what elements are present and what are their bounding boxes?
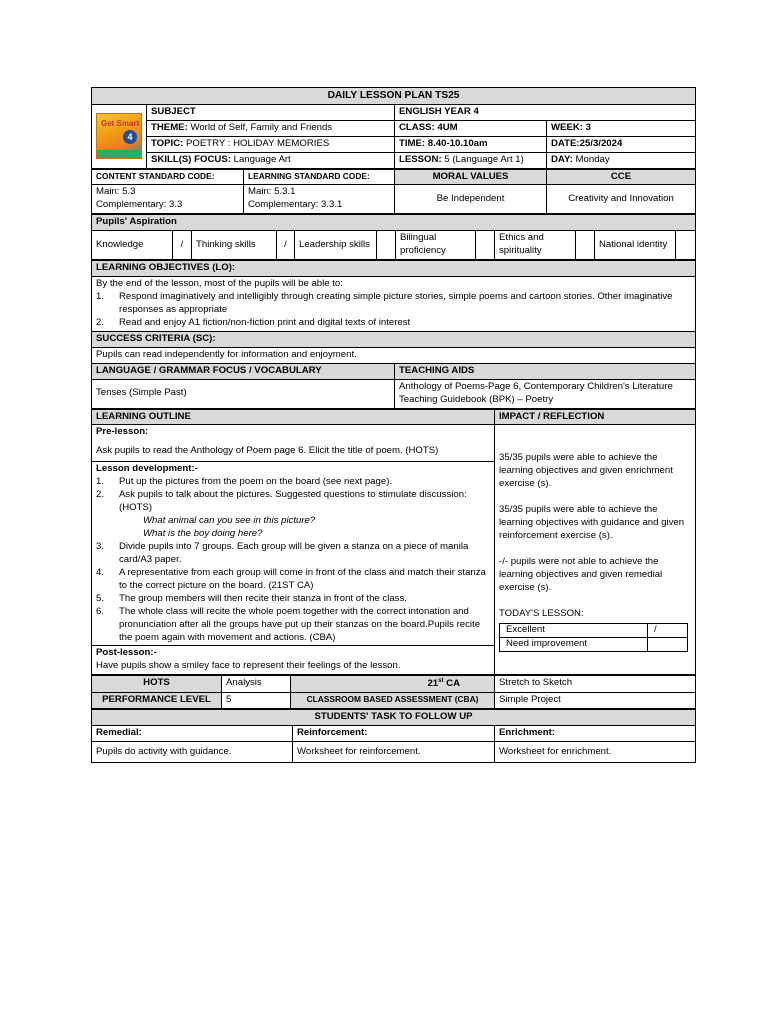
- list-item: 2. Ask pupils to talk about the pictures. Suggested questions to stimulate discussion: (HOTS): [96, 489, 467, 514]
- list-item: 3. Divide pupils into 7 groups. Each group will be given a stanza on a piece of manila card/A3 paper.: [96, 540, 469, 565]
- learning-standard-label: LEARNING STANDARD CODE:: [244, 169, 395, 185]
- objectives-list: [96, 291, 691, 330]
- todays-lesson-label: TODAY'S LESSON:: [499, 607, 584, 619]
- lesson-cell: LESSON: 5 (Language Art 1): [395, 152, 547, 168]
- hots-value: Analysis: [222, 676, 291, 693]
- post-lesson-cell: [92, 646, 495, 675]
- standards-table: [91, 169, 696, 215]
- teaching-aids-value: Anthology of Poems-Page 6, Contemporary Children's Literature Teaching Guidebook (BPK) – Poetry: [395, 379, 696, 408]
- page-title: DAILY LESSON PLAN TS25: [92, 88, 696, 105]
- list-item: 2. Read and enjoy A1 fiction/non-fiction print and digital texts of interest: [96, 316, 411, 328]
- day-cell: DAY: Monday: [547, 152, 696, 168]
- grammar-focus-label: LANGUAGE / GRAMMAR FOCUS / VOCABULARY: [92, 363, 395, 379]
- suggested-question: What animal can you see in this picture?: [143, 515, 316, 527]
- subject-value: ENGLISH YEAR 4: [395, 104, 696, 120]
- cba-label: CLASSROOM BASED ASSESSMENT (CBA): [291, 693, 495, 709]
- aspiration-item-label: Knowledge: [92, 231, 173, 260]
- aspiration-item-label: Ethics and spirituality: [495, 231, 576, 260]
- lesson-development-cell: [92, 462, 495, 646]
- learning-outline-label: LEARNING OUTLINE: [92, 409, 495, 425]
- assessment-table: [91, 675, 696, 709]
- impact-reinforcement: 35/35 pupils were able to achieve the learning objectives with guidance and given reinforcement exercise (s).: [499, 504, 685, 542]
- pre-lesson-text: Ask pupils to read the Anthology of Poem page 6. Elicit the title of poem. (HOTS): [96, 445, 439, 457]
- reinforcement-value: Worksheet for reinforcement.: [293, 742, 495, 763]
- impact-remedial: -/- pupils were not able to achieve the learning objectives and given remedial exercise (s).: [499, 556, 663, 593]
- aspiration-item-label: National identity: [595, 231, 676, 260]
- theme-cell: THEME: World of Self, Family and Friends: [147, 120, 395, 136]
- moral-values-value: Be Independent: [395, 185, 547, 214]
- aspiration-item-mark: [377, 231, 396, 260]
- performance-level-label: PERFORMANCE LEVEL: [92, 693, 222, 709]
- lesson-development-label: Lesson development:-: [96, 463, 198, 475]
- pre-lesson-cell: [92, 425, 495, 462]
- teaching-aids-label: TEACHING AIDS: [395, 363, 696, 379]
- cover-number: 4: [123, 130, 137, 144]
- remedial-value: Pupils do activity with guidance.: [92, 742, 293, 763]
- class-cell: CLASS: 4UM: [395, 120, 547, 136]
- reinforcement-label: Reinforcement:: [293, 726, 495, 742]
- list-item: 1. Respond imaginatively and intelligibly through creating simple picture stories, simple poems and cartoon stories. Other imaginative responses as appropriate: [96, 291, 673, 315]
- ca-label: 21st CA: [291, 676, 495, 693]
- impact-label: IMPACT / REFLECTION: [495, 409, 696, 425]
- week-cell: WEEK: 3: [547, 120, 696, 136]
- enrichment-value: Worksheet for enrichment.: [495, 742, 696, 763]
- list-item: 4. A representative from each group will come in front of the class and match their stanza to the correct picture on the board. (21ST CA): [96, 566, 486, 591]
- enrichment-label: Enrichment:: [495, 726, 696, 742]
- performance-rating-table: [499, 623, 688, 652]
- aspiration-table: [91, 214, 696, 260]
- time-cell: TIME: 8.40-10.10am: [395, 136, 547, 152]
- header-table: [91, 87, 696, 169]
- aspiration-item-label: Thinking skills: [192, 231, 277, 260]
- moral-values-label: MORAL VALUES: [395, 169, 547, 185]
- excellent-label: Excellent: [500, 623, 648, 637]
- content-standard-value: Main: 5.3 Complementary: 3.3: [92, 185, 244, 214]
- list-item: 6. The whole class will recite the whole poem together with the correct intonation and pronunciation after all the groups have put up their stanzas on the board.Pupils recite the poem again with movement and actions. (CBA): [96, 605, 481, 643]
- aspiration-item-label: Leadership skills: [295, 231, 377, 260]
- aspiration-item-mark: /: [173, 231, 192, 260]
- learning-standard-value: Main: 5.3.1 Complementary: 3.3.1: [244, 185, 395, 214]
- lesson-development-list: [96, 476, 490, 515]
- textbook-cover-cell: [92, 104, 147, 168]
- content-standard-label: CONTENT STANDARD CODE:: [92, 169, 244, 185]
- need-improvement-mark: [648, 637, 688, 651]
- topic-cell: TOPIC: POETRY : HOLIDAY MEMORIES: [147, 136, 395, 152]
- cba-value: Simple Project: [495, 693, 696, 709]
- followup-table: [91, 709, 696, 763]
- subject-label: SUBJECT: [147, 104, 395, 120]
- list-item: 1. Put up the pictures from the poem on the board (see next page).: [96, 476, 393, 488]
- excellent-mark: /: [648, 623, 688, 637]
- aspiration-item-mark: [576, 231, 595, 260]
- success-criteria-text: Pupils can read independently for information and enjoyment.: [92, 347, 696, 363]
- impact-enrichment: 35/35 pupils were able to achieve the learning objectives and given enrichment exercise (s).: [499, 452, 673, 490]
- impact-cell: [495, 425, 696, 675]
- success-criteria-label: SUCCESS CRITERIA (SC):: [92, 331, 696, 347]
- outline-table: [91, 409, 696, 676]
- pre-lesson-label: Pre-lesson:: [96, 426, 149, 438]
- aspiration-label: Pupils' Aspiration: [92, 215, 696, 231]
- textbook-cover-icon: [96, 113, 142, 159]
- list-item: 5. The group members will then recite their stanza in front of the class.: [96, 592, 407, 604]
- aspiration-item-mark: [476, 231, 495, 260]
- objectives-label: LEARNING OBJECTIVES (LO):: [92, 261, 696, 277]
- post-lesson-text: Have pupils show a smiley face to represent their feelings of the lesson.: [96, 660, 401, 672]
- cce-value: Creativity and Innovation: [547, 185, 696, 214]
- cover-text: Get Smart: [101, 119, 140, 129]
- objectives-table: [91, 260, 696, 408]
- aspiration-item-mark: [676, 231, 696, 260]
- objectives-body: [92, 277, 696, 332]
- date-cell: DATE:25/3/2024: [547, 136, 696, 152]
- cce-label: CCE: [547, 169, 696, 185]
- need-improvement-label: Need improvement: [500, 637, 648, 651]
- lesson-development-list-continued: [96, 541, 490, 645]
- grammar-focus-value: Tenses (Simple Past): [92, 379, 395, 408]
- performance-level-value: 5: [222, 693, 291, 709]
- ca-value: Stretch to Sketch: [495, 676, 696, 693]
- skill-cell: SKILL(S) FOCUS: Language Art: [147, 152, 395, 168]
- aspiration-item-label: Bilingual proficiency: [396, 231, 476, 260]
- lesson-plan-document: [91, 87, 695, 763]
- aspiration-item-mark: /: [277, 231, 295, 260]
- followup-label: STUDENTS' TASK TO FOLLOW UP: [92, 710, 696, 726]
- post-lesson-label: Post-lesson:-: [96, 647, 157, 659]
- suggested-question: What is the boy doing here?: [143, 528, 263, 540]
- remedial-label: Remedial:: [92, 726, 293, 742]
- hots-label: HOTS: [92, 676, 222, 693]
- objectives-intro: By the end of the lesson, most of the pupils will be able to:: [96, 278, 343, 290]
